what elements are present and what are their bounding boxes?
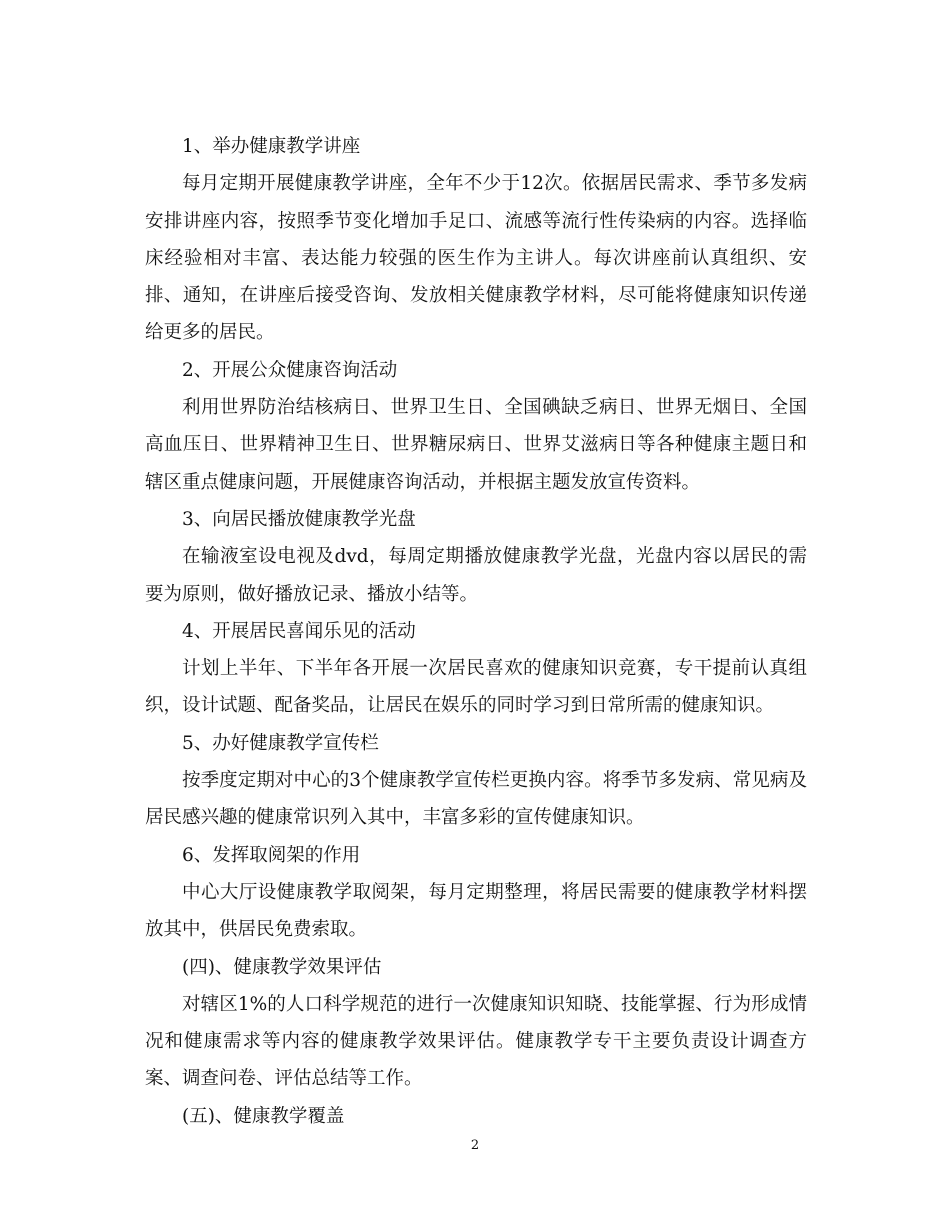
paragraph-reading-rack: 中心大厅设健康教学取阅架，每月定期整理，将居民需要的健康教学材料摆放其中，供居民免费索取。 <box>145 881 807 941</box>
paragraph-evaluation: 对辖区1%的人口科学规范的进行一次健康知识知晓、技能掌握、行为形成情况和健康需求等内容的健康教学效果评估。健康教学专干主要负责设计调查方案、调查问卷、评估总结等工作。 <box>145 993 807 1090</box>
section-heading-consultation: 2、开展公众健康咨询活动 <box>182 359 398 381</box>
page-number: 2 <box>470 1138 480 1153</box>
paragraph-lectures: 每月定期开展健康教学讲座，全年不少于12次。依据居民需求、季节多发病安排讲座内容，按照季节变化增加手足口、流感等流行性传染病的内容。选择临床经验相对丰富、表达能力较强的医生作为主讲人。每次讲座前认真组织、安排、通知，在讲座后接受咨询、发放相关健康教学材料，尽可能将健康知识传递给更多的居民。 <box>145 173 807 344</box>
section-heading-evaluation: (四)、健康教学效果评估 <box>182 956 382 978</box>
section-heading-bulletin-board: 5、办好健康教学宣传栏 <box>182 732 379 754</box>
document-body <box>145 128 807 1135</box>
paragraph-bulletin-board: 按季度定期对中心的3个健康教学宣传栏更换内容。将季节多发病、常见病及居民感兴趣的健康常识列入其中，丰富多彩的宣传健康知识。 <box>145 770 807 829</box>
section-heading-lectures: 1、举办健康教学讲座 <box>182 136 361 157</box>
paragraph-video-discs: 在输液室设电视及dvd，每周定期播放健康教学光盘，光盘内容以居民的需要为原则，做好播放记录、播放小结等。 <box>145 546 807 605</box>
section-heading-activities: 4、开展居民喜闻乐见的活动 <box>182 620 416 642</box>
section-heading-coverage: (五)、健康教学覆盖 <box>182 1105 345 1127</box>
paragraph-activities: 计划上半年、下半年各开展一次居民喜欢的健康知识竞赛，专干提前认真组织，设计试题、配备奖品，让居民在娱乐的同时学习到日常所需的健康知识。 <box>145 658 807 717</box>
section-heading-video-discs: 3、向居民播放健康教学光盘 <box>182 508 416 530</box>
section-heading-reading-rack: 6、发挥取阅架的作用 <box>182 844 361 866</box>
paragraph-consultation: 利用世界防治结核病日、世界卫生日、全国碘缺乏病日、世界无烟日、全国高血压日、世界精神卫生日、世界糖尿病日、世界艾滋病日等各种健康主题日和辖区重点健康问题，开展健康咨询活动，并根据主题发放宣传资料。 <box>145 397 807 493</box>
